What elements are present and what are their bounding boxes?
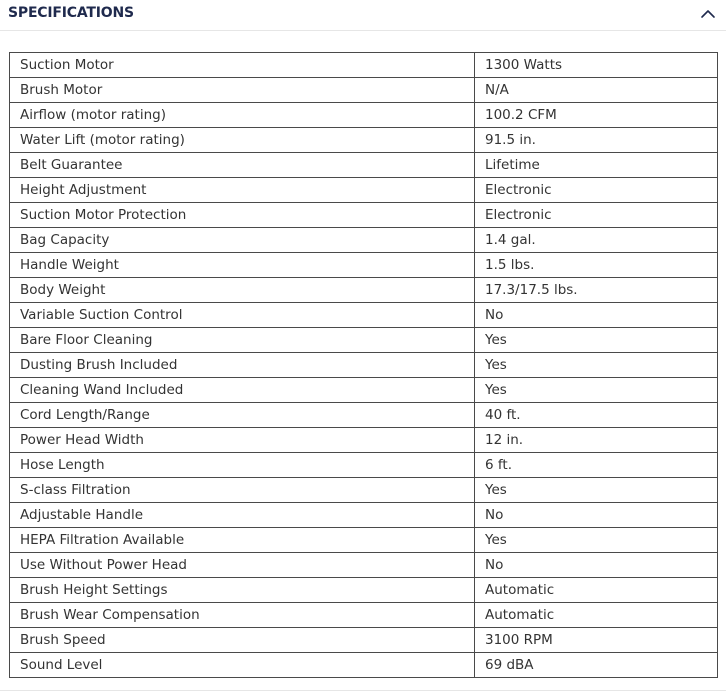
spec-label: Variable Suction Control: [10, 303, 475, 328]
table-row: [10, 228, 718, 253]
table-row: [10, 578, 718, 603]
table-row: [10, 128, 718, 153]
spec-value: Yes: [475, 478, 718, 503]
spec-label: Handle Weight: [10, 253, 475, 278]
table-row: [10, 603, 718, 628]
spec-value: Yes: [475, 378, 718, 403]
spec-value: Electronic: [475, 178, 718, 203]
table-row: [10, 78, 718, 103]
table-row: [10, 403, 718, 428]
spec-label: Body Weight: [10, 278, 475, 303]
spec-label: Cleaning Wand Included: [10, 378, 475, 403]
spec-label: Water Lift (motor rating): [10, 128, 475, 153]
table-row: [10, 453, 718, 478]
section-divider: [0, 690, 726, 691]
table-row: [10, 253, 718, 278]
spec-value: Yes: [475, 528, 718, 553]
table-row: [10, 378, 718, 403]
table-row: [10, 53, 718, 78]
spec-value: 3100 RPM: [475, 628, 718, 653]
spec-value: Yes: [475, 328, 718, 353]
table-row: [10, 303, 718, 328]
spec-label: Belt Guarantee: [10, 153, 475, 178]
spec-label: Cord Length/Range: [10, 403, 475, 428]
spec-label: Use Without Power Head: [10, 553, 475, 578]
table-row: [10, 503, 718, 528]
spec-label: Suction Motor: [10, 53, 475, 78]
table-row: [10, 153, 718, 178]
spec-label: Airflow (motor rating): [10, 103, 475, 128]
table-row: [10, 278, 718, 303]
spec-label: Height Adjustment: [10, 178, 475, 203]
spec-label: Bare Floor Cleaning: [10, 328, 475, 353]
spec-label: Suction Motor Protection: [10, 203, 475, 228]
spec-value: 17.3/17.5 lbs.: [475, 278, 718, 303]
spec-label: Brush Speed: [10, 628, 475, 653]
spec-label: Brush Height Settings: [10, 578, 475, 603]
table-row: [10, 103, 718, 128]
spec-label: HEPA Filtration Available: [10, 528, 475, 553]
spec-label: Bag Capacity: [10, 228, 475, 253]
spec-value: 1300 Watts: [475, 53, 718, 78]
spec-label: Hose Length: [10, 453, 475, 478]
table-row: [10, 353, 718, 378]
spec-label: Power Head Width: [10, 428, 475, 453]
table-row: [10, 328, 718, 353]
section-title: SPECIFICATIONS: [8, 5, 134, 21]
spec-value: Automatic: [475, 578, 718, 603]
spec-value: 40 ft.: [475, 403, 718, 428]
spec-value: Electronic: [475, 203, 718, 228]
table-row: [10, 653, 718, 678]
spec-value: 91.5 in.: [475, 128, 718, 153]
table-row: [10, 178, 718, 203]
spec-value: 69 dBA: [475, 653, 718, 678]
spec-label: S-class Filtration: [10, 478, 475, 503]
spec-label: Brush Motor: [10, 78, 475, 103]
spec-value: No: [475, 303, 718, 328]
table-row: [10, 528, 718, 553]
spec-value: 6 ft.: [475, 453, 718, 478]
table-row: [10, 428, 718, 453]
spec-value: N/A: [475, 78, 718, 103]
spec-label: Adjustable Handle: [10, 503, 475, 528]
spec-value: No: [475, 553, 718, 578]
table-row: [10, 478, 718, 503]
specifications-table-body: [10, 53, 718, 678]
spec-value: No: [475, 503, 718, 528]
spec-value: Automatic: [475, 603, 718, 628]
spec-value: 1.4 gal.: [475, 228, 718, 253]
specifications-header[interactable]: [0, 0, 726, 31]
spec-label: Sound Level: [10, 653, 475, 678]
spec-value: 100.2 CFM: [475, 103, 718, 128]
table-row: [10, 203, 718, 228]
table-row: [10, 628, 718, 653]
table-row: [10, 553, 718, 578]
spec-value: Yes: [475, 353, 718, 378]
spec-value: 12 in.: [475, 428, 718, 453]
chevron-up-icon[interactable]: [698, 4, 718, 24]
spec-value: Lifetime: [475, 153, 718, 178]
spec-label: Brush Wear Compensation: [10, 603, 475, 628]
spec-label: Dusting Brush Included: [10, 353, 475, 378]
spec-value: 1.5 lbs.: [475, 253, 718, 278]
specifications-table: [9, 52, 718, 678]
